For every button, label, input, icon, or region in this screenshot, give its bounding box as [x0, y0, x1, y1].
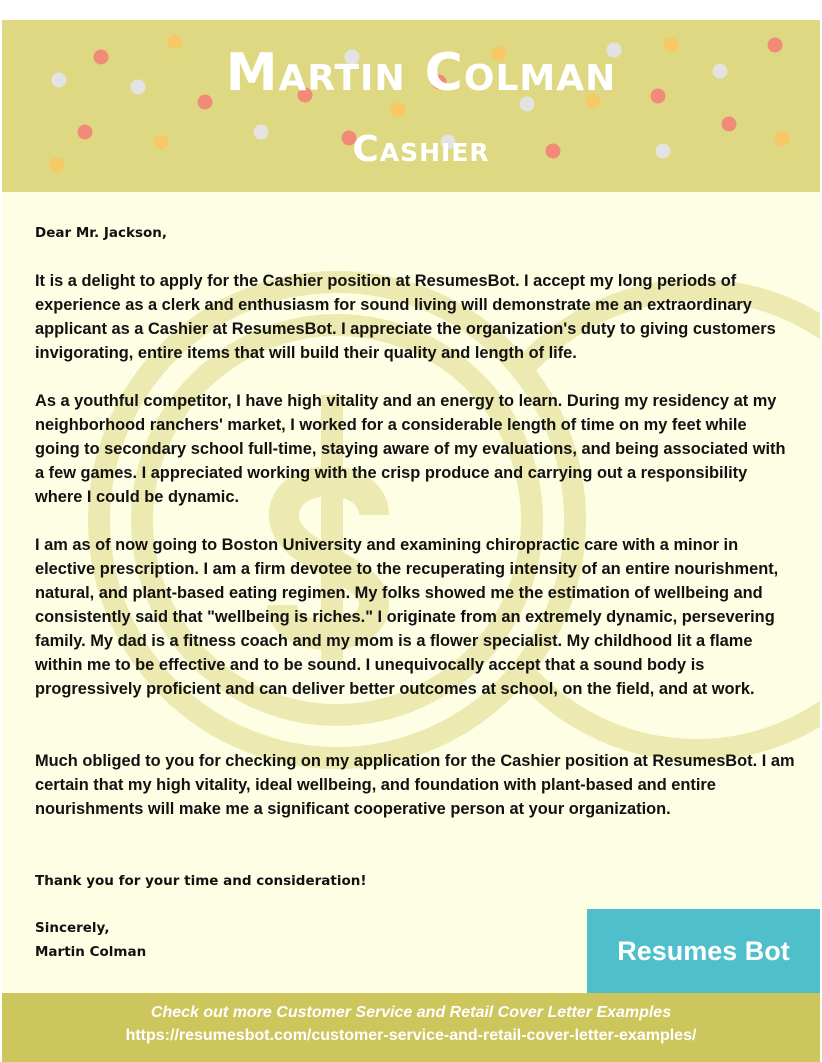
salutation: Dear Mr. Jackson,	[35, 225, 167, 241]
applicant-name: Martin Colman	[225, 43, 617, 103]
letter-sheet	[2, 20, 820, 1062]
letter-paragraph-1: It is a delight to apply for the Cashier position at ResumesBot. I accept my long periods of experience as a clerk and enthusiasm for sound living will demonstrate me an extraordinary applicant as a Cashier at ResumesBot. I appreciate the organization's duty to giving customers invigorating, entire items that will build their quality and length of life.	[35, 272, 776, 362]
letter-paragraph-2: As a youthful competitor, I have high vitality and an energy to learn. During my residency at my neighborhood ranchers' market, I worked for a considerable length of time on my feet while going to secondary school full-time, staying aware of my evaluations, and being associated with a few games. I appreciated working with the crisp produce and carrying out a responsibility where I could be dynamic.	[35, 392, 786, 506]
resumes-bot-logo[interactable]: Resumes Bot	[587, 909, 820, 993]
closing-line: Sincerely,	[35, 920, 110, 936]
footer-link[interactable]: https://resumesbot.com/customer-service-and-retail-cover-letter-examples/	[125, 1027, 697, 1044]
thank-you-line: Thank you for your time and consideration!	[35, 873, 367, 889]
footer-promo-text: Check out more Customer Service and Retail Cover Letter Examples	[150, 1004, 672, 1021]
letter-paragraph-4: Much obliged to you for checking on my application for the Cashier position at ResumesBot. I am certain that my high vitality, ideal wellbeing, and foundation with plant-based and entire nourishments will make me a significant cooperative person at your organization.	[35, 752, 795, 818]
letter-paragraph-3: I am as of now going to Boston University and examining chiropractic care with a minor in elective prescription. I am a firm devotee to the recuperating intensity of an entire nourishment, natural, and plant-based eating regimen. My folks showed me the estimation of wellbeing and consistently said that "wellbeing is riches." I originate from an extremely dynamic, persevering family. My dad is a fitness coach and my mom is a flower specialist. My childhood lit a flame within me to be effective and to be sound. I unequivocally accept that a sound body is progressively proficient and can deliver better outcomes at school, on the field, and at work.	[35, 536, 779, 698]
footer-banner	[2, 993, 820, 1062]
signature-name: Martin Colman	[35, 944, 147, 960]
job-title: Cashier	[352, 129, 490, 170]
